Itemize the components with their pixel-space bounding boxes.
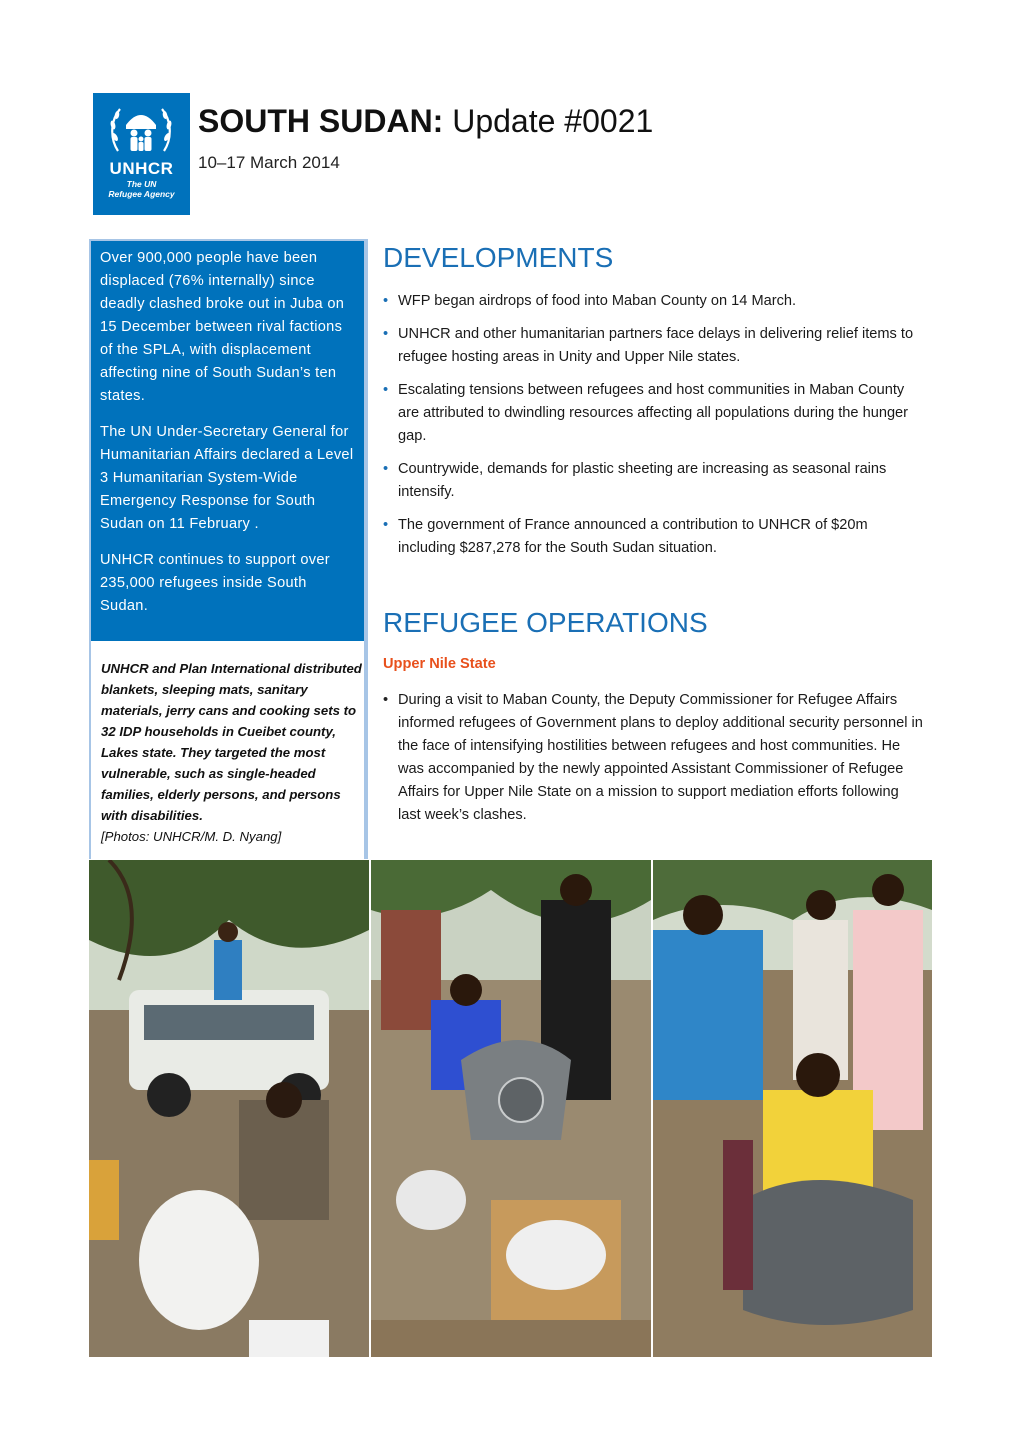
list-item bbox=[383, 323, 923, 369]
section-subheading: Upper Nile State bbox=[383, 656, 496, 672]
logo-subtitle-line2: Refugee Agency bbox=[108, 189, 175, 199]
unhcr-logo bbox=[93, 93, 190, 215]
list-item bbox=[383, 514, 923, 560]
title-update: Update #0021 bbox=[443, 103, 654, 139]
developments-heading: DEVELOPMENTS bbox=[383, 242, 614, 273]
logo-subtitle-line1: The UN bbox=[126, 179, 157, 189]
refugee-operations-heading: REFUGEE OPERATIONS bbox=[383, 607, 708, 638]
list-item bbox=[383, 458, 923, 504]
list-item-text: WFP began airdrops of food into Maban County on 14 March. bbox=[398, 293, 797, 309]
developments-list bbox=[383, 290, 923, 570]
highlights-box bbox=[89, 239, 368, 641]
list-item bbox=[383, 290, 923, 313]
highlight-paragraph: Over 900,000 people have been displaced (76% internally) since deadly clashed broke out in Juba on 15 December between rival factions of the SPLA, with displacement affecting nine of South Sudan’s ten states. bbox=[100, 250, 345, 404]
list-item-text: The government of France announced a contribution to UNHCR of $20m including $287,278 for the South Sudan situation. bbox=[398, 517, 868, 556]
logo-name: UNHCR bbox=[109, 159, 174, 178]
photo-credit: [Photos: UNHCR/M. D. Nyang] bbox=[101, 829, 282, 844]
bullet: • bbox=[383, 382, 389, 398]
list-item-text: Countrywide, demands for plastic sheeting are increasing as seasonal rains intensify. bbox=[398, 461, 887, 500]
photo-wheelchair-blanket bbox=[653, 860, 932, 1357]
page-title bbox=[198, 103, 653, 140]
title-country: SOUTH SUDAN: bbox=[198, 103, 444, 139]
list-item bbox=[383, 689, 923, 827]
photo-caption-box bbox=[89, 641, 368, 859]
bullet: • bbox=[383, 692, 389, 708]
photo-caption: UNHCR and Plan International distributed blankets, sleeping mats, sanitary materials, jerry cans and cooking sets to 32 IDP households in Cueibet county, Lakes state. They targeted the most vulnerable, such as single-headed families, elderly persons, and persons with disabilities. bbox=[101, 661, 362, 823]
highlight-paragraph: The UN Under-Secretary General for Humanitarian Affairs declared a Level 3 Humanitarian System-Wide Emergency Response for South Sudan on 11 February . bbox=[100, 424, 354, 532]
list-item bbox=[383, 379, 923, 448]
bullet: • bbox=[383, 293, 389, 309]
list-item-text: During a visit to Maban County, the Deputy Commissioner for Refugee Affairs informed refugees of Government plans to deploy additional security personnel in the face of intensifying hostilities between refugees and host communities. He was accompanied by the newly appointed Assistant Commissioner of Refugee Affairs for Upper Nile State on a mission to support mediation efforts following last week’s clashes. bbox=[398, 692, 923, 823]
photo-blanket-distribution bbox=[371, 860, 651, 1357]
bullet: • bbox=[383, 461, 389, 477]
list-item-text: Escalating tensions between refugees and host communities in Maban County are attributed to dwindling resources affecting all populations during the hunger gap. bbox=[398, 382, 909, 444]
photo-vehicle-loading bbox=[89, 860, 369, 1357]
highlight-paragraph: UNHCR continues to support over 235,000 refugees inside South Sudan. bbox=[100, 552, 330, 614]
list-item-text: UNHCR and other humanitarian partners face delays in delivering relief items to refugee hosting areas in Unity and Upper Nile states. bbox=[398, 326, 914, 365]
report-date: 10–17 March 2014 bbox=[198, 153, 340, 172]
bullet: • bbox=[383, 326, 389, 342]
unhcr-emblem-icon bbox=[108, 101, 174, 159]
bullet: • bbox=[383, 517, 389, 533]
photo-strip bbox=[89, 860, 932, 1357]
refugee-operations-list bbox=[383, 689, 923, 837]
